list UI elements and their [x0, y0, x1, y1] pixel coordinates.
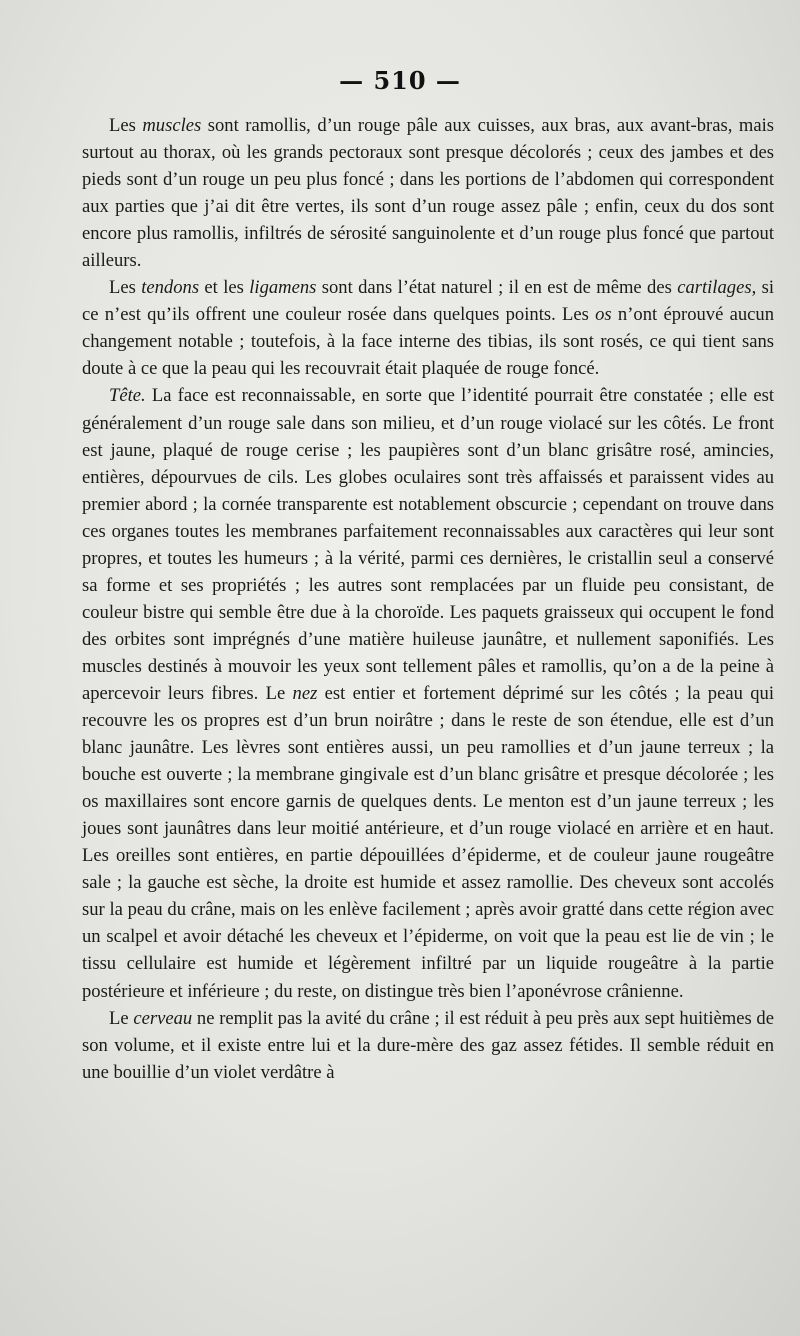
text-run: sont ramollis, d’un rouge pâle aux cuisses, aux bras, aux avant-bras, mais surtout au thorax, où les grands pectoraux sont presque décolorés ; ceux des jambes et des pieds sont d’un rouge un peu plus foncé ; dans les portions de l’abdomen qui correspondent aux parties que j’ai dit être vertes, ils sont d’un rouge assez pâle ; enfin, ceux du dos sont encore plus ramollis, infiltrés de sérosité sanguinolente et d’un rouge plus foncé que partout ailleurs. — [82, 115, 774, 272]
italic-term: nez — [292, 682, 318, 704]
text-run: ne remplit pas la avité du crâne ; il est réduit à peu près aux sept huitièmes de son volume, et il existe entre lui et la dure-mère des gaz assez fétides. Il semble réduit en une bouillie d’un violet verdâtre à — [82, 1007, 774, 1083]
paragraph-tendons — [82, 274, 774, 382]
text-run: est entier et fortement déprimé sur les côtés ; la peau qui recouvre les os propres est d’un brun noirâtre ; dans le reste de son étendue, elle est d’un blanc jaunâtre. Les lèvres sont entières aussi, un peu ramollies et d’un jaune terreux ; la bouche est ouverte ; la membrane gingivale est d’un blanc grisâtre et presque décolorée ; les os maxillaires sont encore garnis de quelques dents. Le menton est d’un jaune terreux ; les joues sont jaunâtres dans leur moitié antérieure, et d’un rouge violacé en arrière et en haut. Les oreilles sont entières, en partie dépouillées d’épiderme, et de couleur jaune rougeâtre sale ; la gauche est sèche, la droite est humide et assez ramollie. Des cheveux sont accolés sur la peau du crâne, mais on les enlève facilement ; après avoir gratté dans cette région avec un scalpel et avoir détaché les cheveux et l’épiderme, on voit que la peau est lie de vin ; le tissu cellulaire est humide et légèrement infiltré par un liquide rougeâtre à la partie postérieure et inférieure ; du reste, on distingue très bien l’aponévrose crânienne. — [82, 682, 774, 1002]
text-run: Les — [109, 277, 142, 299]
italic-term: muscles — [142, 115, 202, 136]
page-number: — 510 — — [339, 66, 461, 95]
italic-term: os — [595, 304, 612, 326]
italic-term: ligamens — [249, 277, 317, 299]
text-run: sont dans l’état naturel ; il en est de même des — [316, 277, 678, 299]
text-run: Les — [109, 115, 143, 136]
italic-term: cartilages — [677, 277, 752, 299]
text-run: et les — [199, 277, 250, 299]
text-run: n’ont éprouvé aucun changement notable ; toutefois, à la face interne des tibias, ils sont rosés, ce qui tient sans doute à ce que la peau qui les recouvrait était plaquée de rouge foncé. — [82, 304, 774, 380]
italic-term: Tête. — [109, 385, 146, 407]
paragraph-tete — [82, 382, 774, 1004]
text-run: Le — [109, 1007, 134, 1029]
text-run: , si ce n’est qu’ils offrent une couleur rosée dans quelques points. Les — [82, 277, 774, 326]
body-text — [82, 112, 774, 1086]
italic-term: cerveau — [133, 1007, 193, 1029]
italic-term: tendons — [141, 277, 200, 299]
paragraph-muscles — [82, 112, 774, 274]
paragraph-cerveau — [82, 1005, 774, 1086]
text-run: La face est reconnaissable, en sorte que l’identité pourrait être constatée ; elle est généralement d’un rouge sale dans son milieu, et d’un rouge violacé sur les côtés. Le front est jaune, plaqué de rouge cerise ; les paupières sont d’un blanc grisâtre rosé, amincies, entières, dépourvues de cils. Les globes oculaires sont très affaissés et paraissent vides au premier abord ; la cornée transparente est notablement obscurcie ; cependant on trouve dans ces organes toutes les membranes parfaitement reconnaissables aux caractères qui leur sont propres, et toutes les humeurs ; à la vérité, parmi ces dernières, le cristallin seul a conservé sa forme et ses propriétés ; les autres sont remplacées par un fluide peu consistant, de couleur bistre qui semble être due à la choroïde. Les paquets graisseux qui occupent le fond des orbites sont imprégnés d’une matière huileuse jaunâtre, et nullement saponifiés. Les muscles destinés à mouvoir les yeux sont tellement pâles et ramollis, qu’on a de la peine à apercevoir leurs fibres. Le — [82, 385, 774, 704]
